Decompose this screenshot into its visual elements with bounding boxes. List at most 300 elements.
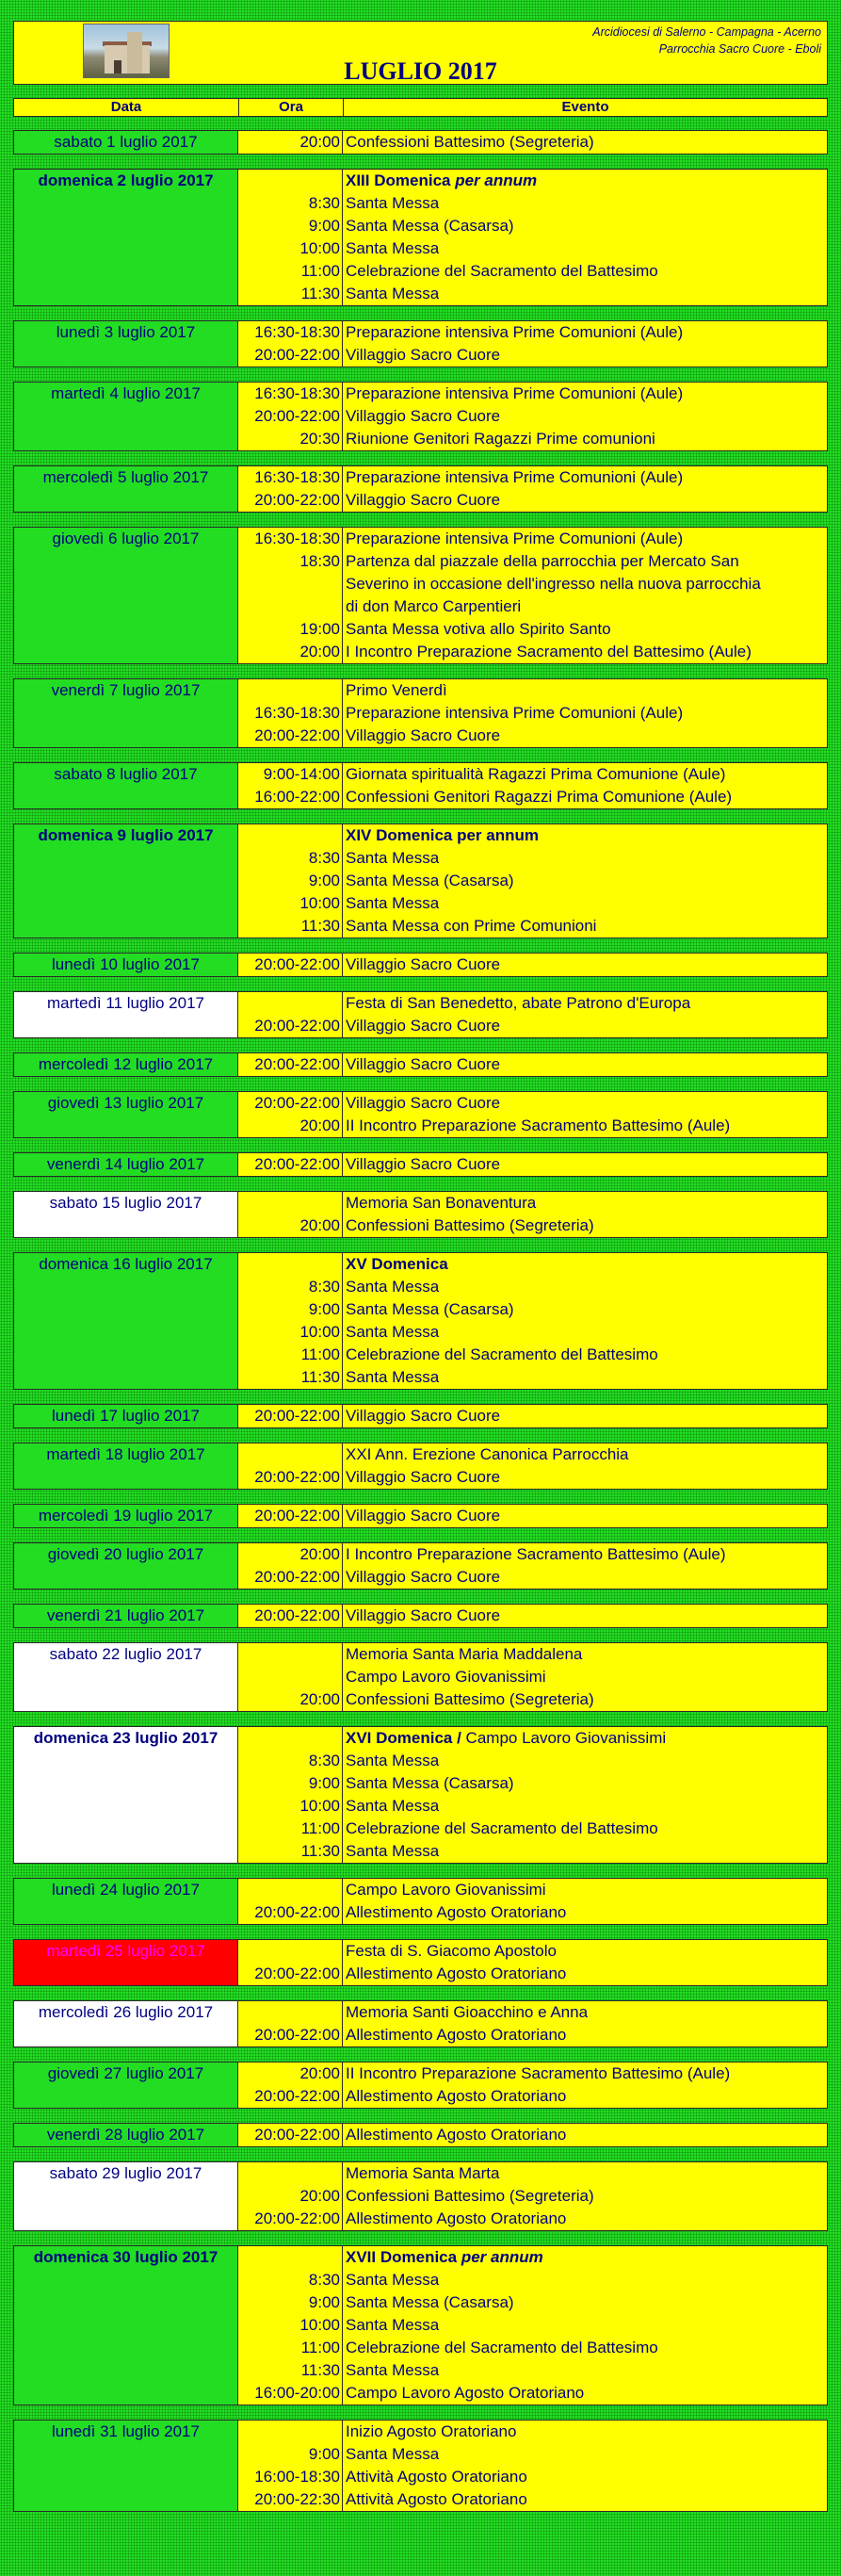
date-cell	[13, 527, 238, 664]
event-label: Santa Messa	[346, 2361, 440, 2379]
event-label: Santa Messa	[346, 894, 440, 912]
schedule-row	[13, 527, 828, 664]
time-text: 8:30	[308, 194, 340, 212]
event-cell	[343, 130, 828, 155]
schedule-row	[13, 1152, 828, 1177]
time-text: 10:00	[299, 894, 340, 912]
date-label: sabato 1 luglio 2017	[54, 133, 198, 151]
date-label: venerdì 28 luglio 2017	[46, 2126, 205, 2144]
time-text: 20:00-22:00	[254, 726, 340, 744]
time-text: 20:00	[299, 1117, 340, 1134]
event-text	[343, 1772, 827, 1795]
time-cell	[238, 991, 343, 1038]
event-label: Celebrazione del Sacramento del Battesimo	[346, 1345, 658, 1363]
event-label: XVII Domenica	[346, 2248, 461, 2266]
date-cell	[13, 320, 238, 367]
date-label: mercoledì 5 luglio 2017	[42, 468, 209, 486]
event-text	[343, 237, 827, 260]
date-cell	[13, 1052, 238, 1077]
event-label: Santa Messa	[346, 1278, 440, 1296]
event-text	[343, 170, 827, 192]
date-cell	[13, 1604, 238, 1628]
event-text	[343, 2062, 827, 2085]
event-label: Santa Messa	[346, 2445, 440, 2463]
event-label: Inizio Agosto Oratoriano	[346, 2422, 517, 2440]
event-label: Villaggio Sacro Cuore	[346, 1017, 501, 1035]
date-label: lunedì 3 luglio 2017	[56, 323, 196, 341]
page-title: LUGLIO 2017	[344, 57, 497, 85]
date-label: sabato 22 luglio 2017	[49, 1645, 202, 1663]
date-cell	[13, 762, 238, 809]
event-text	[343, 1818, 827, 1840]
event-text	[343, 2291, 827, 2314]
event-text	[343, 550, 827, 573]
event-text	[343, 641, 827, 663]
date-cell	[13, 2161, 238, 2231]
event-text	[343, 1566, 827, 1589]
date-label: lunedì 10 luglio 2017	[52, 955, 200, 973]
time-text: 20:00-22:00	[254, 346, 340, 364]
date-cell	[13, 1542, 238, 1590]
time-cell	[238, 1542, 343, 1590]
event-text	[343, 786, 827, 808]
date-label: sabato 15 luglio 2017	[49, 1194, 202, 1212]
event-text	[343, 1727, 827, 1750]
time-text: 20:00-22:00	[254, 2087, 340, 2105]
time-cell	[238, 1878, 343, 1925]
event-label: Memoria Santa Marta	[346, 2164, 500, 2182]
schedule-row	[13, 320, 828, 367]
time-text	[238, 1727, 342, 1750]
event-text	[343, 1153, 827, 1176]
event-text	[343, 595, 827, 618]
event-text	[343, 847, 827, 870]
date-label: venerdì 7 luglio 2017	[51, 681, 201, 699]
event-text	[343, 1053, 827, 1076]
event-label: Villaggio Sacro Cuore	[346, 407, 501, 425]
event-text	[343, 992, 827, 1015]
event-label: Villaggio Sacro Cuore	[346, 955, 501, 973]
time-text	[238, 1443, 342, 1466]
date-label: domenica 30 luglio 2017	[33, 2248, 218, 2266]
event-label: Preparazione intensiva Prime Comunioni (Aule)	[346, 468, 684, 486]
time-text: 20:00	[299, 1545, 340, 1563]
event-label: Villaggio Sacro Cuore	[346, 1568, 501, 1586]
schedule-row	[13, 169, 828, 306]
event-cell	[343, 1604, 828, 1628]
event-note: Campo Lavoro Giovanissimi	[465, 1729, 667, 1747]
column-header-time: Ora	[238, 98, 344, 117]
date-cell	[13, 1878, 238, 1925]
event-cell	[343, 1152, 828, 1177]
time-text: 10:00	[299, 2316, 340, 2334]
time-cell	[238, 823, 343, 938]
event-cell	[343, 382, 828, 451]
event-text	[343, 1901, 827, 1924]
time-text: 9:00	[308, 217, 340, 235]
time-cell	[238, 1091, 343, 1138]
event-text	[343, 1466, 827, 1489]
event-text	[343, 1795, 827, 1818]
event-label: Villaggio Sacro Cuore	[346, 491, 501, 509]
event-label: Santa Messa votiva allo Spirito Santo	[346, 620, 611, 638]
event-cell	[343, 1504, 828, 1528]
time-text: 20:30	[299, 430, 340, 448]
event-text	[343, 192, 827, 215]
event-text	[343, 1344, 827, 1366]
event-label: Celebrazione del Sacramento del Battesimo	[346, 262, 658, 280]
schedule-row	[13, 1443, 828, 1490]
date-cell	[13, 1939, 238, 1986]
time-text: 20:00-22:00	[254, 2026, 340, 2044]
time-text: 20:00-22:00	[254, 2126, 340, 2144]
event-label: Celebrazione del Sacramento del Battesimo	[346, 1819, 658, 1837]
time-cell	[238, 678, 343, 748]
schedule-row	[13, 382, 828, 451]
event-cell	[343, 1939, 828, 1986]
date-label: martedì 4 luglio 2017	[51, 384, 201, 402]
time-text: 20:00-22:00	[254, 1055, 340, 1073]
event-cell	[343, 1542, 828, 1590]
time-text: 10:00	[299, 239, 340, 257]
date-label: giovedì 13 luglio 2017	[47, 1094, 204, 1112]
date-label: giovedì 6 luglio 2017	[52, 530, 200, 547]
time-text: 11:00	[300, 2339, 340, 2356]
date-label: sabato 8 luglio 2017	[54, 765, 198, 783]
time-text: 20:00-22:00	[254, 1017, 340, 1035]
event-cell	[343, 1726, 828, 1864]
time-text: 11:30	[300, 1842, 340, 1860]
column-header-event: Evento	[343, 98, 828, 117]
event-label: Allestimento Agosto Oratoriano	[346, 2087, 567, 2105]
date-cell	[13, 2062, 238, 2109]
schedule-row	[13, 2123, 828, 2147]
time-cell	[238, 320, 343, 367]
event-label: XVI Domenica /	[346, 1729, 466, 1747]
time-cell	[238, 1443, 343, 1490]
event-text	[343, 428, 827, 450]
date-cell	[13, 1726, 238, 1864]
event-cell	[343, 2420, 828, 2512]
event-label: Partenza dal piazzale della parrocchia per Mercato San	[346, 552, 739, 570]
date-cell	[13, 169, 238, 306]
date-cell	[13, 1091, 238, 1138]
event-label: di don Marco Carpentieri	[346, 597, 522, 615]
date-cell	[13, 130, 238, 155]
event-text	[343, 892, 827, 915]
event-cell	[343, 465, 828, 513]
event-text	[343, 2443, 827, 2466]
event-label: Santa Messa	[346, 239, 440, 257]
event-label: Santa Messa	[346, 1323, 440, 1341]
event-label: Severino in occasione dell'ingresso nella nuova parrocchia	[346, 575, 761, 593]
event-label: Villaggio Sacro Cuore	[346, 1094, 501, 1112]
time-text: 11:30	[300, 1368, 340, 1386]
time-cell	[238, 2123, 343, 2147]
date-cell	[13, 1443, 238, 1490]
event-text	[343, 1605, 827, 1627]
event-label: Preparazione intensiva Prime Comunioni (Aule)	[346, 323, 684, 341]
event-label: I Incontro Preparazione Sacramento del Battesimo (Aule)	[346, 643, 752, 660]
event-text	[343, 2337, 827, 2359]
time-text: 20:00-22:30	[254, 2490, 340, 2508]
time-text	[238, 1666, 342, 1688]
event-text	[343, 466, 827, 489]
event-text	[343, 1015, 827, 1037]
time-text: 20:00	[299, 133, 340, 151]
date-cell	[13, 991, 238, 1038]
time-text: 16:30-18:30	[254, 384, 340, 402]
schedule-row	[13, 1939, 828, 1986]
event-cell	[343, 823, 828, 938]
time-text: 8:30	[308, 1752, 340, 1769]
event-cell	[343, 1252, 828, 1390]
event-text	[343, 1405, 827, 1427]
event-label: Allestimento Agosto Oratoriano	[346, 2209, 567, 2227]
event-label: Confessioni Genitori Ragazzi Prima Comunione (Aule)	[346, 788, 733, 806]
time-text: 11:00	[300, 262, 340, 280]
time-text	[238, 2421, 342, 2443]
event-label: Allestimento Agosto Oratoriano	[346, 1903, 567, 1921]
time-text	[238, 1192, 342, 1215]
event-text	[343, 1253, 827, 1276]
event-text	[343, 702, 827, 725]
event-label: Allestimento Agosto Oratoriano	[346, 2026, 567, 2044]
date-cell	[13, 2000, 238, 2047]
time-text: 8:30	[308, 849, 340, 867]
date-label: martedì 18 luglio 2017	[46, 1445, 205, 1463]
event-cell	[343, 1404, 828, 1428]
date-cell	[13, 1152, 238, 1177]
date-cell	[13, 2245, 238, 2405]
date-label: martedì 25 luglio 2017	[46, 1942, 205, 1960]
event-cell	[343, 169, 828, 306]
time-text	[238, 573, 342, 595]
schedule-row	[13, 1404, 828, 1428]
date-cell	[13, 1191, 238, 1238]
time-text: 9:00	[308, 2445, 340, 2463]
schedule-row	[13, 823, 828, 938]
event-label: Villaggio Sacro Cuore	[346, 1507, 501, 1524]
schedule-row	[13, 2000, 828, 2047]
event-cell	[343, 1443, 828, 1490]
event-label: Allestimento Agosto Oratoriano	[346, 1965, 567, 1982]
date-label: lunedì 31 luglio 2017	[52, 2422, 200, 2440]
time-text: 11:00	[300, 1819, 340, 1837]
event-text	[343, 528, 827, 550]
event-text	[343, 1276, 827, 1298]
event-label: Santa Messa	[346, 194, 440, 212]
schedule-row	[13, 762, 828, 809]
date-cell	[13, 823, 238, 938]
time-text: 20:00-22:00	[254, 1094, 340, 1112]
time-text	[238, 679, 342, 702]
time-cell	[238, 130, 343, 155]
org-line-2: Parrocchia Sacro Cuore - Eboli	[658, 42, 821, 56]
schedule-row	[13, 2420, 828, 2512]
time-text: 16:30-18:30	[254, 323, 340, 341]
date-cell	[13, 465, 238, 513]
event-cell	[343, 1191, 828, 1238]
time-text: 19:00	[299, 620, 340, 638]
event-text	[343, 1215, 827, 1237]
event-text	[343, 489, 827, 512]
time-text: 20:00-22:00	[254, 955, 340, 973]
event-label: Allestimento Agosto Oratoriano	[346, 2126, 567, 2144]
event-label: Primo Venerdì	[346, 681, 447, 699]
event-label: Villaggio Sacro Cuore	[346, 1155, 501, 1173]
event-text	[343, 870, 827, 892]
time-cell	[238, 1191, 343, 1238]
event-text	[343, 1666, 827, 1688]
time-cell	[238, 1252, 343, 1390]
date-cell	[13, 678, 238, 748]
event-label: Campo Lavoro Agosto Oratoriano	[346, 2384, 585, 2402]
event-emphasis: per annum	[455, 171, 538, 189]
date-cell	[13, 382, 238, 451]
date-label: sabato 29 luglio 2017	[49, 2164, 202, 2182]
time-cell	[238, 1052, 343, 1077]
event-label: Santa Messa (Casarsa)	[346, 1774, 514, 1792]
schedule-row	[13, 1542, 828, 1590]
event-label: Campo Lavoro Giovanissimi	[346, 1881, 546, 1899]
event-text	[343, 1543, 827, 1566]
time-text: 9:00-14:00	[263, 765, 340, 783]
event-label: Villaggio Sacro Cuore	[346, 1055, 501, 1073]
time-text	[238, 170, 342, 192]
event-cell	[343, 1052, 828, 1077]
event-text	[343, 1940, 827, 1963]
time-cell	[238, 2420, 343, 2512]
event-label: Confessioni Battesimo (Segreteria)	[346, 133, 594, 151]
date-label: mercoledì 26 luglio 2017	[38, 2003, 214, 2021]
time-cell	[238, 2062, 343, 2109]
event-text	[343, 915, 827, 937]
event-text	[343, 573, 827, 595]
time-cell	[238, 762, 343, 809]
time-cell	[238, 1642, 343, 1712]
time-text: 20:00	[299, 1690, 340, 1708]
time-text: 8:30	[308, 2271, 340, 2289]
date-cell	[13, 1252, 238, 1390]
event-text	[343, 1115, 827, 1137]
event-text	[343, 1092, 827, 1115]
event-text	[343, 131, 827, 154]
event-text	[343, 2466, 827, 2488]
time-cell	[238, 169, 343, 306]
time-cell	[238, 382, 343, 451]
event-label: II Incontro Preparazione Sacramento Battesimo (Aule)	[346, 1117, 731, 1134]
event-label: Villaggio Sacro Cuore	[346, 346, 501, 364]
event-text	[343, 1192, 827, 1215]
time-text	[238, 824, 342, 847]
date-label: lunedì 24 luglio 2017	[52, 1881, 200, 1899]
time-text	[238, 595, 342, 618]
date-label: domenica 16 luglio 2017	[39, 1255, 213, 1273]
event-cell	[343, 1091, 828, 1138]
event-label: XIV Domenica per annum	[346, 826, 539, 844]
event-cell	[343, 2161, 828, 2231]
event-cell	[343, 953, 828, 977]
time-text	[238, 992, 342, 1015]
time-text: 18:30	[299, 552, 340, 570]
event-label: Memoria Santi Gioacchino e Anna	[346, 2003, 589, 2021]
time-text: 20:00-22:00	[254, 1606, 340, 1624]
event-text	[343, 2488, 827, 2511]
event-label: Santa Messa	[346, 2316, 440, 2334]
event-label: Villaggio Sacro Cuore	[346, 1606, 501, 1624]
date-label: domenica 23 luglio 2017	[33, 1729, 218, 1747]
time-text: 9:00	[308, 872, 340, 889]
event-label: Santa Messa (Casarsa)	[346, 2293, 514, 2311]
time-text: 20:00-22:00	[254, 1468, 340, 1486]
event-cell	[343, 320, 828, 367]
time-text: 11:00	[300, 1345, 340, 1363]
event-text	[343, 2314, 827, 2337]
event-label: Confessioni Battesimo (Segreteria)	[346, 1216, 594, 1234]
time-cell	[238, 953, 343, 977]
schedule-row	[13, 2062, 828, 2109]
event-text	[343, 618, 827, 641]
event-label: Santa Messa	[346, 2271, 440, 2289]
event-cell	[343, 2000, 828, 2047]
time-cell	[238, 465, 343, 513]
time-text	[238, 2162, 342, 2185]
time-text: 20:00	[299, 2064, 340, 2082]
date-label: mercoledì 12 luglio 2017	[38, 1055, 214, 1073]
event-text	[343, 1443, 827, 1466]
event-text	[343, 2124, 827, 2146]
event-label: Santa Messa (Casarsa)	[346, 217, 514, 235]
date-cell	[13, 1642, 238, 1712]
event-text	[343, 1321, 827, 1344]
event-cell	[343, 991, 828, 1038]
event-label: Campo Lavoro Giovanissimi	[346, 1668, 546, 1686]
time-text	[238, 1643, 342, 1666]
time-text: 11:30	[300, 2361, 340, 2379]
event-text	[343, 2269, 827, 2291]
event-label: II Incontro Preparazione Sacramento Battesimo (Aule)	[346, 2064, 731, 2082]
event-cell	[343, 2245, 828, 2405]
time-cell	[238, 1604, 343, 1628]
time-text: 20:00-22:00	[254, 407, 340, 425]
time-text: 20:00-22:00	[254, 1903, 340, 1921]
event-text	[343, 1963, 827, 1985]
event-label: Attività Agosto Oratoriano	[346, 2468, 527, 2486]
schedule-row	[13, 1604, 828, 1628]
event-label: Confessioni Battesimo (Segreteria)	[346, 2187, 594, 2205]
event-text	[343, 321, 827, 344]
time-text: 20:00-22:00	[254, 1965, 340, 1982]
time-text: 11:30	[300, 285, 340, 302]
event-text	[343, 383, 827, 405]
time-text: 16:30-18:30	[254, 530, 340, 547]
schedule-row	[13, 678, 828, 748]
time-cell	[238, 1152, 343, 1177]
schedule-row	[13, 1878, 828, 1925]
time-text: 9:00	[308, 2293, 340, 2311]
time-text: 16:00-18:30	[254, 2468, 340, 2486]
time-text	[238, 1879, 342, 1901]
event-text	[343, 1879, 827, 1901]
event-text	[343, 344, 827, 367]
time-text: 20:00-22:00	[254, 1507, 340, 1524]
event-cell	[343, 2123, 828, 2147]
event-text	[343, 1298, 827, 1321]
event-label: Santa Messa	[346, 285, 440, 302]
event-label: I Incontro Preparazione Sacramento Battesimo (Aule)	[346, 1545, 726, 1563]
event-label: Santa Messa	[346, 1368, 440, 1386]
